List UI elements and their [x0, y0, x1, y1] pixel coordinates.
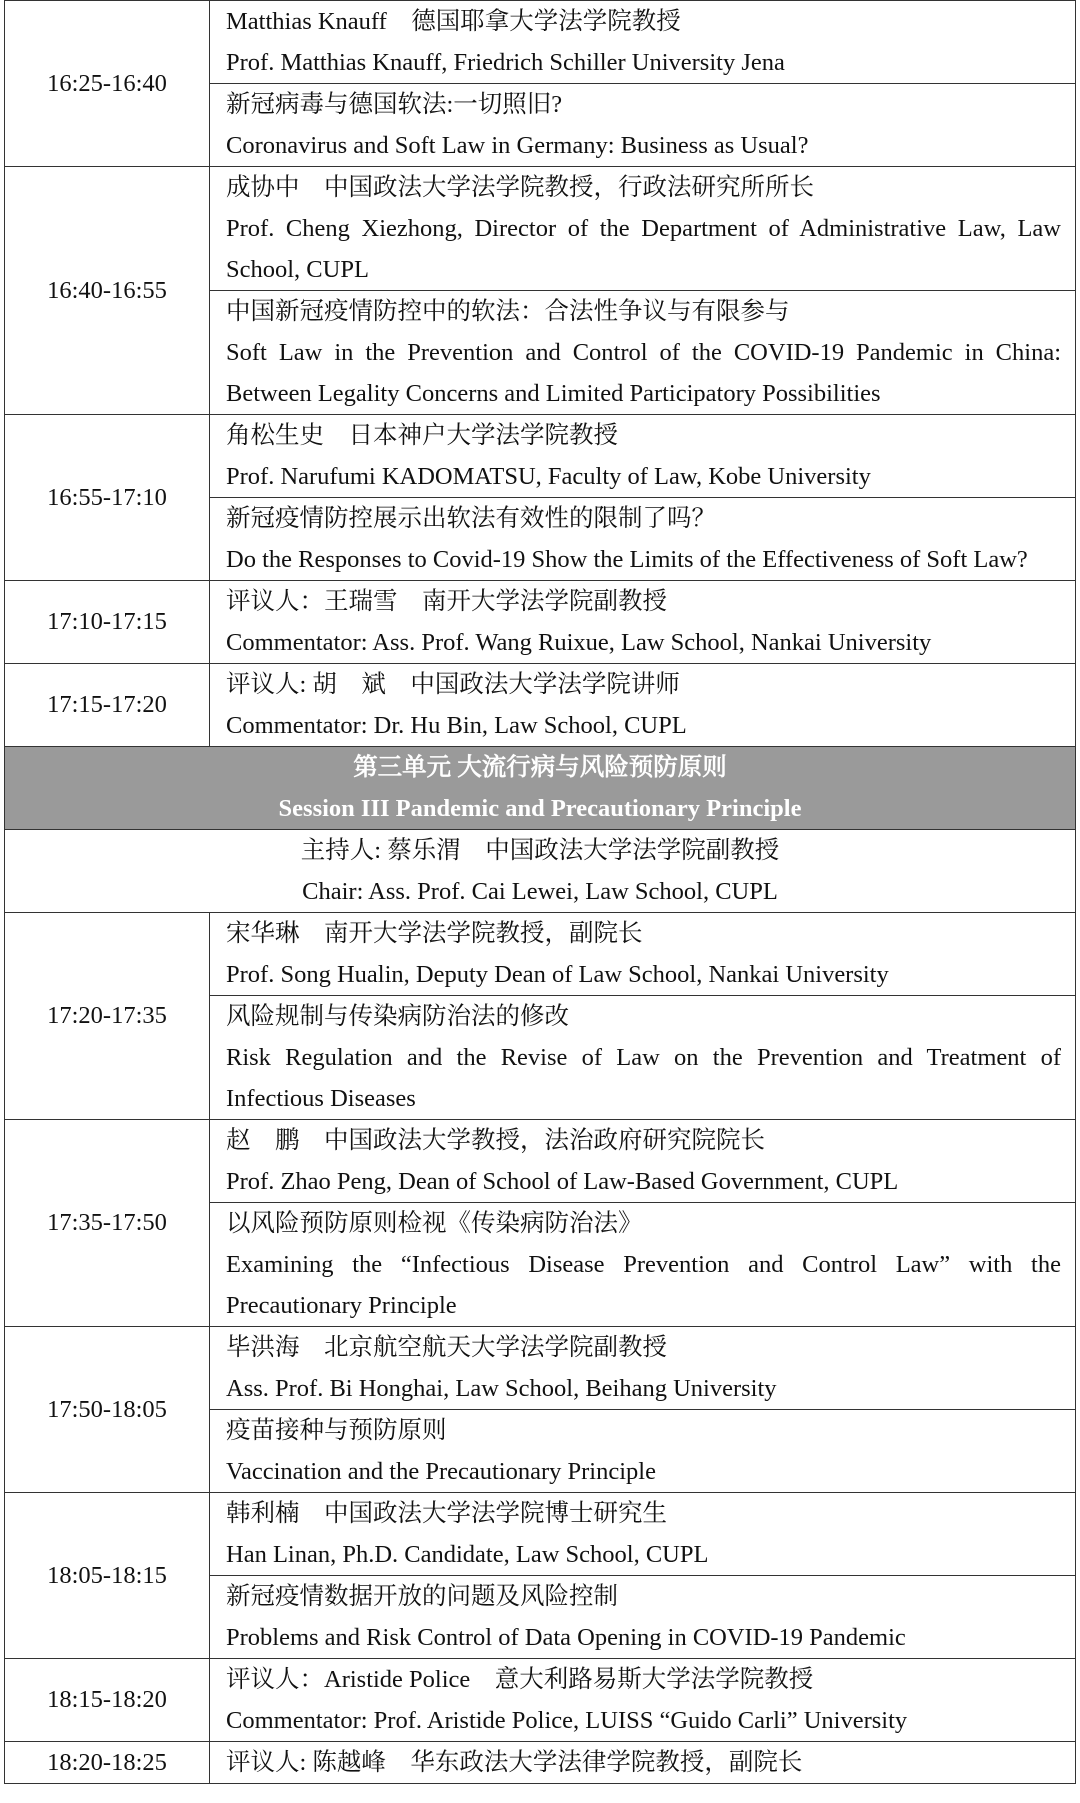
time-slot: 17:10-17:15 — [5, 581, 210, 664]
time-slot: 18:20-18:25 — [5, 1742, 210, 1784]
schedule-row — [5, 581, 1076, 664]
session-content — [210, 1, 1076, 167]
schedule-row — [5, 913, 1076, 1120]
schedule-row — [5, 664, 1076, 747]
time-slot: 17:15-17:20 — [5, 664, 210, 747]
session-content — [210, 664, 1076, 747]
chair-text: Chair: Ass. Prof. Cai Lewei, Law School, CUPL — [302, 878, 778, 905]
schedule-row — [5, 1659, 1076, 1742]
topic-text: Do the Responses to Covid-19 Show the Limits of the Effectiveness of Soft Law? — [226, 546, 1028, 573]
speaker-text: Ass. Prof. Bi Honghai, Law School, Beihang University — [226, 1375, 777, 1402]
speaker-text: 韩利楠 中国政法大学法学院博士研究生 — [226, 1500, 667, 1527]
time-slot: 17:20-17:35 — [5, 913, 210, 1120]
schedule-body — [5, 1, 1076, 1784]
topic-text: 新冠病毒与德国软法:一切照旧? — [226, 91, 563, 118]
session-title: 第三单元 大流行病与风险预防原则 — [353, 754, 727, 781]
schedule-row — [5, 167, 1076, 415]
schedule-row — [5, 1120, 1076, 1327]
commentator-text: Commentator: Ass. Prof. Wang Ruixue, Law School, Nankai University — [226, 629, 932, 656]
time-slot: 16:40-16:55 — [5, 167, 210, 415]
topic-text: Soft Law in the Prevention and Control of the COVID-19 Pandemic in China: Between Legality Concerns and Limited Participatory Possibilities — [226, 339, 1061, 407]
commentator-text: Commentator: Prof. Aristide Police, LUISS “Guido Carli” University — [226, 1707, 908, 1734]
topic-text: Vaccination and the Precautionary Principle — [226, 1458, 656, 1485]
speaker-text: Prof. Song Hualin, Deputy Dean of Law School, Nankai University — [226, 961, 889, 988]
chair-text: 主持人: 蔡乐渭 中国政法大学法学院副教授 — [300, 837, 780, 864]
commentator-text: 评议人: 胡 斌 中国政法大学法学院讲师 — [226, 671, 680, 698]
chair-row — [5, 830, 1076, 913]
topic-text: 中国新冠疫情防控中的软法：合法性争议与有限参与 — [226, 298, 790, 325]
commentator-text: 评议人: 陈越峰 华东政法大学法律学院教授，副院长 — [226, 1749, 803, 1776]
schedule-row — [5, 1742, 1076, 1784]
schedule-row — [5, 1, 1076, 167]
topic-text: 疫苗接种与预防原则 — [226, 1417, 447, 1444]
session-header-row — [5, 747, 1076, 830]
commentator-text: 评议人：王瑞雪 南开大学法学院副教授 — [226, 588, 667, 615]
schedule-row — [5, 415, 1076, 581]
schedule-row — [5, 1327, 1076, 1493]
speaker-text: 赵 鹏 中国政法大学教授，法治政府研究院院长 — [226, 1127, 765, 1154]
session-content — [210, 1493, 1076, 1659]
time-slot: 18:15-18:20 — [5, 1659, 210, 1742]
topic-text: Coronavirus and Soft Law in Germany: Business as Usual? — [226, 132, 809, 159]
schedule-row — [5, 1493, 1076, 1659]
speaker-text: Prof. Cheng Xiezhong, Director of the Department of Administrative Law, Law School, CUPL — [226, 215, 1061, 283]
speaker-text: Matthias Knauff 德国耶拿大学法学院教授 — [226, 8, 681, 35]
speaker-text: 成协中 中国政法大学法学院教授，行政法研究所所长 — [226, 174, 814, 201]
session-content — [210, 913, 1076, 1120]
speaker-text: Prof. Zhao Peng, Dean of School of Law-Based Government, CUPL — [226, 1168, 899, 1195]
topic-text: Problems and Risk Control of Data Opening in COVID-19 Pandemic — [226, 1624, 906, 1651]
time-slot: 18:05-18:15 — [5, 1493, 210, 1659]
session-title: Session III Pandemic and Precautionary Principle — [278, 795, 802, 822]
topic-text: 新冠疫情数据开放的问题及风险控制 — [226, 1583, 618, 1610]
topic-text: 新冠疫情防控展示出软法有效性的限制了吗？ — [226, 505, 716, 532]
speaker-text: 角松生史 日本神户大学法学院教授 — [226, 422, 618, 449]
chair-cell — [5, 830, 1076, 913]
time-slot: 17:35-17:50 — [5, 1120, 210, 1327]
session-content — [210, 1659, 1076, 1742]
session-content — [210, 167, 1076, 415]
topic-text: 以风险预防原则检视《传染病防治法》 — [226, 1210, 643, 1237]
topic-text: Examining the “Infectious Disease Prevention and Control Law” with the Precautionary Principle — [226, 1251, 1061, 1319]
schedule-table — [4, 0, 1076, 1784]
session-content — [210, 1327, 1076, 1493]
time-slot: 16:55-17:10 — [5, 415, 210, 581]
session-content — [210, 415, 1076, 581]
session-content — [210, 1120, 1076, 1327]
session-content — [210, 1742, 1076, 1784]
speaker-text: Prof. Matthias Knauff, Friedrich Schiller University Jena — [226, 49, 785, 76]
speaker-text: Han Linan, Ph.D. Candidate, Law School, CUPL — [226, 1541, 709, 1568]
topic-text: Risk Regulation and the Revise of Law on the Prevention and Treatment of Infectious Diseases — [226, 1044, 1061, 1112]
speaker-text: 毕洪海 北京航空航天大学法学院副教授 — [226, 1334, 667, 1361]
session-content — [210, 581, 1076, 664]
commentator-text: Commentator: Dr. Hu Bin, Law School, CUPL — [226, 712, 687, 739]
session-header — [5, 747, 1076, 830]
topic-text: 风险规制与传染病防治法的修改 — [226, 1003, 569, 1030]
time-slot: 16:25-16:40 — [5, 1, 210, 167]
speaker-text: Prof. Narufumi KADOMATSU, Faculty of Law, Kobe University — [226, 463, 871, 490]
time-slot: 17:50-18:05 — [5, 1327, 210, 1493]
speaker-text: 宋华琳 南开大学法学院教授，副院长 — [226, 920, 643, 947]
commentator-text: 评议人：Aristide Police 意大利路易斯大学法学院教授 — [226, 1666, 814, 1693]
